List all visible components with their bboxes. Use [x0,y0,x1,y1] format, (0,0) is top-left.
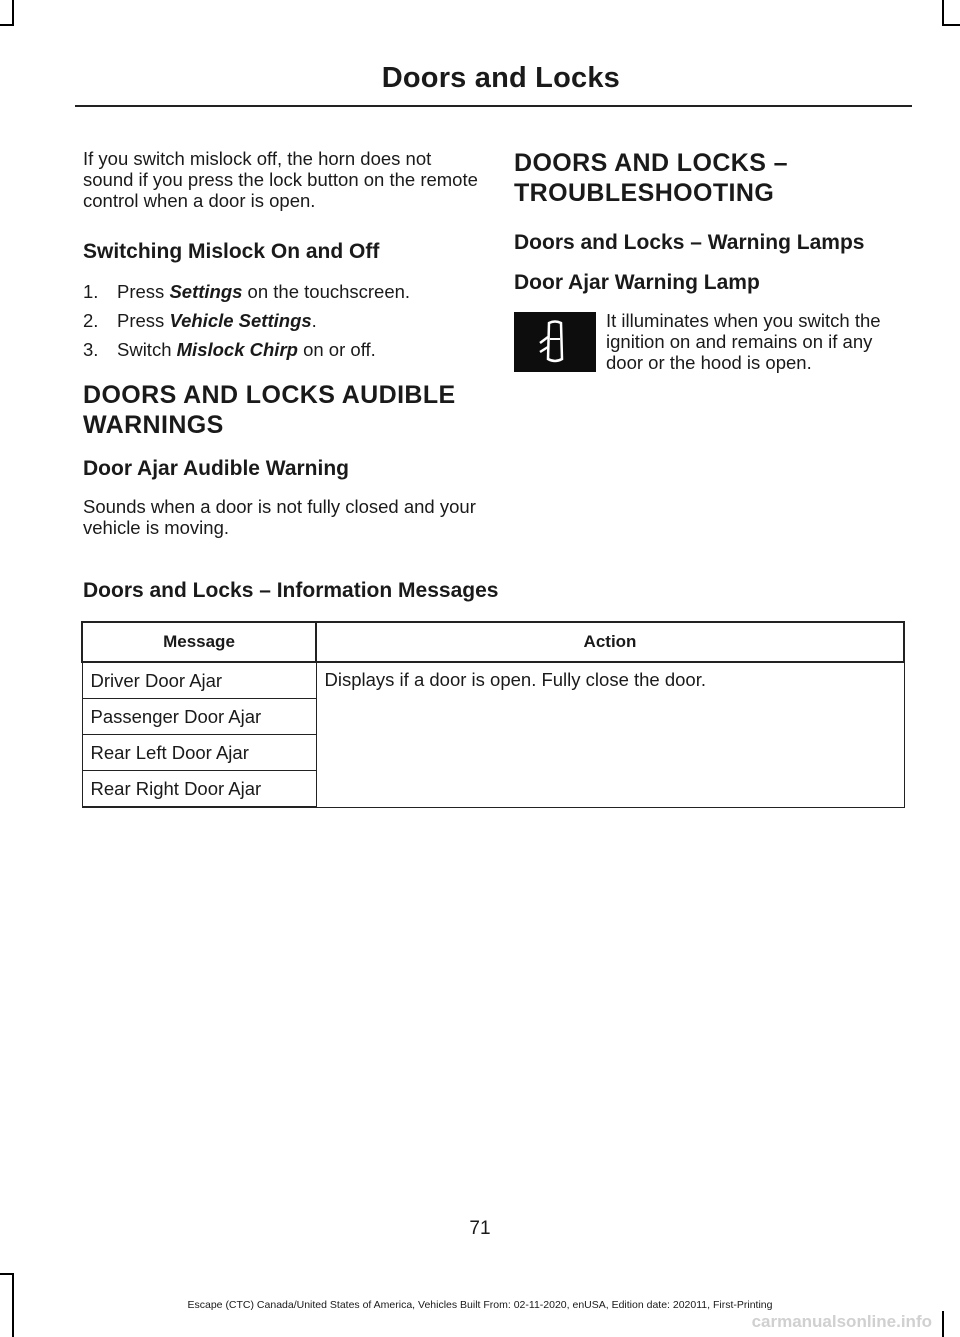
right-column [514,148,909,373]
page-number: 71 [469,1218,491,1239]
information-messages-heading: Doors and Locks – Information Messages [83,579,499,602]
door-ajar-audible-text: Sounds when a door is not fully closed and your vehicle is moving. [83,496,476,538]
watermark: carmanualsonline.info [751,1312,932,1331]
door-ajar-icon [514,312,596,372]
crop-mark [12,0,14,24]
message-cell: Rear Right Door Ajar [82,771,316,808]
crop-mark [942,1311,944,1337]
mislock-heading: Switching Mislock On and Off [83,240,380,263]
crop-mark [942,24,960,26]
left-column [83,148,478,538]
list-item: 2. Press Vehicle Settings. [83,310,317,331]
header-divider [75,105,912,107]
door-ajar-lamp-row [514,310,909,373]
table-header-row [82,622,904,662]
message-cell: Driver Door Ajar [82,662,316,699]
action-cell: Displays if a door is open. Fully close the door. [316,662,904,807]
door-ajar-lamp-heading: Door Ajar Warning Lamp [514,271,760,294]
list-item: 1. Press Settings on the touchscreen. [83,281,411,302]
column-header-action: Action [316,622,904,662]
menu-setting-name: Vehicle Settings [169,310,312,331]
warning-lamps-heading: Doors and Locks – Warning Lamps [514,231,865,254]
footer-edition-text: Escape (CTC) Canada/United States of America, Vehicles Built From: 02-11-2020, enUSA, Edition date: 202011, First-Printing [187,1299,773,1311]
message-cell: Rear Left Door Ajar [82,735,316,771]
troubleshooting-heading: DOORS AND LOCKS – TROUBLESHOOTING [514,149,788,207]
page-title: Doors and Locks [381,62,620,94]
door-ajar-audible-heading: Door Ajar Audible Warning [83,457,349,480]
crop-mark [942,0,944,24]
menu-setting-name: Settings [169,281,243,302]
information-messages-table [81,621,905,808]
mislock-intro: If you switch mislock off, the horn does not sound if you press the lock button on the remote control when a door is open. [83,148,478,211]
table-row [82,662,904,699]
mislock-steps [83,281,478,360]
message-cell: Passenger Door Ajar [82,699,316,735]
column-header-message: Message [82,622,316,662]
list-item: 3. Switch Mislock Chirp on or off. [83,339,376,360]
audible-warnings-heading: DOORS AND LOCKS AUDIBLE WARNINGS [83,381,456,439]
menu-setting-name: Mislock Chirp [176,339,298,360]
door-ajar-lamp-text: It illuminates when you switch the ignition on and remains on if any door or the hood is open. [606,310,881,373]
crop-mark [0,1273,14,1275]
crop-mark [0,24,14,26]
